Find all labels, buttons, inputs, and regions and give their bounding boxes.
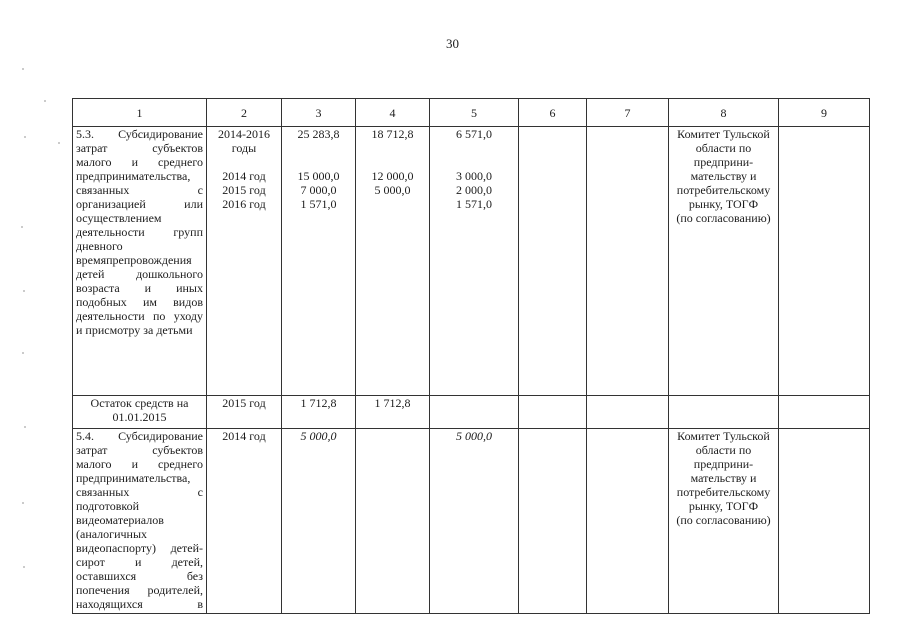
column-header: 2 bbox=[207, 99, 282, 127]
agency-line: (по согласованию) bbox=[676, 513, 771, 527]
description-cell bbox=[73, 396, 207, 429]
description-line: предпринимательства, bbox=[76, 169, 191, 183]
description-line: затрат субъектов bbox=[76, 443, 203, 457]
column-9-cell bbox=[779, 429, 870, 614]
column-header: 5 bbox=[430, 99, 519, 127]
period-cell bbox=[207, 127, 282, 396]
amount-value: 2 000,0 bbox=[456, 183, 492, 197]
table-row bbox=[73, 127, 870, 396]
description-line: осуществлением bbox=[76, 211, 162, 225]
description-cell bbox=[73, 127, 207, 396]
column-header: 9 bbox=[779, 99, 870, 127]
column-9-cell bbox=[779, 127, 870, 396]
agency-line: рынку, ТОГФ bbox=[688, 197, 759, 211]
period-value: 2014-2016 bbox=[218, 127, 270, 141]
period-value: 2015 год bbox=[222, 183, 266, 197]
description-line: находящихся в bbox=[76, 597, 203, 611]
regional-amount-cell bbox=[430, 429, 519, 614]
column-6-cell bbox=[519, 396, 587, 429]
description-line: связанных с bbox=[76, 183, 203, 197]
period-value: годы bbox=[231, 141, 257, 155]
description-line: видеоматериалов bbox=[76, 513, 164, 527]
description-line: связанных с bbox=[76, 485, 203, 499]
column-header: 8 bbox=[669, 99, 779, 127]
agency-cell bbox=[669, 396, 779, 429]
description-line: возраста и иных bbox=[76, 281, 203, 295]
amount-value: 25 283,8 bbox=[297, 127, 340, 141]
description-line: детей дошкольного bbox=[76, 267, 203, 281]
column-9-cell bbox=[779, 396, 870, 429]
period-value: 2014 год bbox=[222, 169, 266, 183]
column-7-cell bbox=[587, 429, 669, 614]
agency-line: (по согласованию) bbox=[676, 211, 771, 225]
period-value: 2016 год bbox=[222, 197, 266, 211]
amount-value: 1 571,0 bbox=[300, 197, 337, 211]
amount-value: 5 000,0 bbox=[300, 429, 337, 443]
regional-amount-cell bbox=[430, 127, 519, 396]
description-line: и присмотру за детьми bbox=[76, 323, 193, 337]
regional-amount-cell bbox=[430, 396, 519, 429]
column-header: 6 bbox=[519, 99, 587, 127]
description-line: подготовкой bbox=[76, 499, 140, 513]
agency-line: потребительскому bbox=[676, 183, 771, 197]
total-amount-cell bbox=[282, 429, 356, 614]
agency-line: Комитет Тульской bbox=[677, 127, 770, 141]
header-row bbox=[73, 99, 870, 127]
description-line: деятельности по уходу bbox=[76, 309, 203, 323]
agency-line: рынку, ТОГФ bbox=[688, 499, 759, 513]
total-amount-cell bbox=[282, 127, 356, 396]
amount-value: 5 000,0 bbox=[374, 183, 411, 197]
amount-value: 15 000,0 bbox=[297, 169, 340, 183]
column-header: 3 bbox=[282, 99, 356, 127]
federal-amount-cell bbox=[356, 396, 430, 429]
period-cell bbox=[207, 429, 282, 614]
description-line: организацией или bbox=[76, 197, 203, 211]
description-line: оставшихся без bbox=[76, 569, 203, 583]
column-header: 1 bbox=[73, 99, 207, 127]
total-amount-cell bbox=[282, 396, 356, 429]
amount-value: 1 571,0 bbox=[456, 197, 492, 211]
description-line: (аналогичных bbox=[76, 527, 148, 541]
description-line: малого и среднего bbox=[76, 457, 203, 471]
description-line: сирот и детей, bbox=[76, 555, 203, 569]
agency-cell bbox=[669, 429, 779, 614]
amount-value: 18 712,8 bbox=[371, 127, 414, 141]
column-7-cell bbox=[587, 396, 669, 429]
description-line: 5.4. Субсидирование bbox=[76, 429, 203, 443]
description-cell bbox=[73, 429, 207, 614]
budget-table bbox=[72, 98, 870, 614]
amount-value: 1 712,8 bbox=[300, 396, 337, 410]
description-line: малого и среднего bbox=[76, 155, 203, 169]
description-line: 01.01.2015 bbox=[112, 410, 167, 424]
description-line: затрат субъектов bbox=[76, 141, 203, 155]
column-7-cell bbox=[587, 127, 669, 396]
agency-line: предприни- bbox=[693, 457, 754, 471]
amount-value: 6 571,0 bbox=[456, 127, 492, 141]
column-header: 4 bbox=[356, 99, 430, 127]
federal-amount-cell bbox=[356, 429, 430, 614]
federal-amount-cell bbox=[356, 127, 430, 396]
description-line: видеопаспорту) детей- bbox=[76, 541, 203, 555]
agency-line: предприни- bbox=[693, 155, 754, 169]
description-line: дневного bbox=[76, 239, 123, 253]
column-6-cell bbox=[519, 127, 587, 396]
description-line: деятельности групп bbox=[76, 225, 203, 239]
column-6-cell bbox=[519, 429, 587, 614]
agency-line: потребительскому bbox=[676, 485, 771, 499]
amount-value: 5 000,0 bbox=[456, 429, 492, 443]
amount-value: 12 000,0 bbox=[371, 169, 414, 183]
agency-line: Комитет Тульской bbox=[677, 429, 770, 443]
table-row bbox=[73, 396, 870, 429]
table-row bbox=[73, 429, 870, 614]
description-line: 5.3. Субсидирование bbox=[76, 127, 203, 141]
amount-value: 3 000,0 bbox=[456, 169, 492, 183]
amount-value: 1 712,8 bbox=[374, 396, 411, 410]
description-line: попечения родителей, bbox=[76, 583, 203, 597]
description-line: времяпрепровождения bbox=[76, 253, 192, 267]
period-value: 2015 год bbox=[222, 396, 266, 410]
agency-cell bbox=[669, 127, 779, 396]
period-value: 2014 год bbox=[222, 429, 266, 443]
agency-line: области по bbox=[695, 141, 752, 155]
description-line: Остаток средств на bbox=[90, 396, 189, 410]
amount-value: 7 000,0 bbox=[300, 183, 337, 197]
column-header: 7 bbox=[587, 99, 669, 127]
agency-line: мательству и bbox=[690, 169, 757, 183]
description-line: подобных им видов bbox=[76, 295, 203, 309]
page-number: 30 bbox=[446, 36, 459, 51]
agency-line: мательству и bbox=[690, 471, 757, 485]
period-cell bbox=[207, 396, 282, 429]
agency-line: области по bbox=[695, 443, 752, 457]
description-line: предпринимательства, bbox=[76, 471, 191, 485]
